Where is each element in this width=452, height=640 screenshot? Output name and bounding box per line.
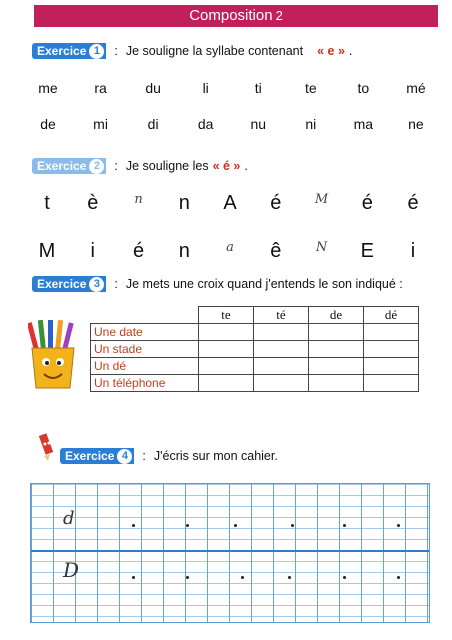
syllable[interactable]: to xyxy=(357,80,370,96)
syllable-row-2 xyxy=(22,116,442,132)
title-number: 2 xyxy=(275,8,283,23)
exercise-2-end: . xyxy=(244,159,248,173)
page-title xyxy=(34,5,438,27)
letter[interactable]: é xyxy=(132,240,145,262)
syllable[interactable]: ne xyxy=(408,116,424,132)
exercise-1-badge: Exercice 1 xyxy=(32,43,106,59)
exercise-3-header: Exercice 3 : Je mets une croix quand j'entends le son indiqué : xyxy=(32,276,403,292)
guide-dot xyxy=(186,576,189,579)
answer-cell[interactable] xyxy=(364,358,419,375)
row-label: Une date xyxy=(91,324,199,341)
exercise-4-header: Exercice 4 : J'écris sur mon cahier. xyxy=(60,448,278,464)
letter-row-1 xyxy=(30,192,430,215)
answer-cell[interactable] xyxy=(364,375,419,392)
exercise-2-target: « é » xyxy=(212,159,241,173)
exercise-4-badge: Exercice 4 xyxy=(60,448,134,464)
syllable[interactable]: ra xyxy=(94,80,107,96)
exercise-1-target: « e » xyxy=(317,44,345,58)
answer-cell[interactable] xyxy=(199,358,254,375)
answer-cell[interactable] xyxy=(254,375,309,392)
guide-dot xyxy=(288,576,291,579)
syllable[interactable]: da xyxy=(197,116,214,132)
guide-dot xyxy=(132,524,135,527)
guide-dot xyxy=(241,576,244,579)
table-row xyxy=(91,375,419,392)
exercise-2-badge: Exercice 2 xyxy=(32,158,106,174)
syllable[interactable]: du xyxy=(145,80,161,96)
exercise-3-instruction: Je mets une croix quand j'entends le son indiqué : xyxy=(125,277,403,291)
exercise-2-header: Exercice 2 : Je souligne les « é » . xyxy=(32,158,248,174)
answer-cell[interactable] xyxy=(254,358,309,375)
row-label: Un stade xyxy=(91,341,199,358)
syllable[interactable]: ti xyxy=(254,80,262,96)
table-row xyxy=(91,341,419,358)
syllable[interactable]: mé xyxy=(406,80,426,96)
letter[interactable]: n xyxy=(178,192,190,214)
model-letter-D: D xyxy=(63,558,80,582)
syllable[interactable]: me xyxy=(38,80,58,96)
exercise-2-instruction: Je souligne les xyxy=(125,159,209,173)
column-header: dé xyxy=(364,307,419,324)
guide-dot xyxy=(343,524,346,527)
letter[interactable]: n xyxy=(178,240,190,262)
exercise-1-end: . xyxy=(348,44,353,58)
guide-dot xyxy=(291,524,294,527)
exercise-1-instruction: Je souligne la syllabe contenant xyxy=(125,44,304,58)
answer-cell[interactable] xyxy=(199,324,254,341)
answer-cell[interactable] xyxy=(309,324,364,341)
letter[interactable]: M xyxy=(38,240,56,262)
syllable[interactable]: mi xyxy=(93,116,108,132)
answer-cell[interactable] xyxy=(254,324,309,341)
syllable[interactable]: di xyxy=(147,116,159,132)
letter-cursive[interactable]: n xyxy=(134,192,143,207)
letter[interactable]: i xyxy=(90,240,95,262)
answer-cell[interactable] xyxy=(309,358,364,375)
answer-cell[interactable] xyxy=(309,341,364,358)
guide-dot xyxy=(186,524,189,527)
handwriting-grid[interactable] xyxy=(30,483,430,623)
row-label: Un dé xyxy=(91,358,199,375)
pencil-cup-icon xyxy=(28,320,78,392)
letter[interactable]: è xyxy=(87,192,99,214)
column-header: té xyxy=(254,307,309,324)
syllable-row-1 xyxy=(22,80,442,96)
row-label: Un téléphone xyxy=(91,375,199,392)
syllable[interactable]: nu xyxy=(250,116,267,132)
answer-cell[interactable] xyxy=(364,324,419,341)
letter[interactable]: A xyxy=(223,192,237,214)
column-header: de xyxy=(309,307,364,324)
answer-cell[interactable] xyxy=(199,341,254,358)
syllable[interactable]: de xyxy=(40,116,56,132)
exercise-1-header: Exercice 1 : Je souligne la syllabe contenant « e » . xyxy=(32,43,352,59)
syllable[interactable]: te xyxy=(304,80,317,96)
table-row xyxy=(91,358,419,375)
syllable[interactable]: li xyxy=(202,80,209,96)
letter-row-2 xyxy=(30,240,430,263)
guide-dot xyxy=(132,576,135,579)
answer-cell[interactable] xyxy=(309,375,364,392)
syllable[interactable]: ma xyxy=(353,116,374,132)
letter[interactable]: é xyxy=(361,192,373,214)
guide-dot xyxy=(397,576,400,579)
letter-cursive[interactable]: M xyxy=(314,192,329,207)
table-row xyxy=(91,324,419,341)
letter[interactable]: E xyxy=(360,240,374,262)
sound-table xyxy=(90,306,419,392)
answer-cell[interactable] xyxy=(364,341,419,358)
exercise-3-badge: Exercice 3 xyxy=(32,276,106,292)
guide-dot xyxy=(397,524,400,527)
title-text: Composition xyxy=(189,7,273,24)
guide-dot xyxy=(343,576,346,579)
answer-cell[interactable] xyxy=(254,341,309,358)
letter[interactable]: ê xyxy=(270,240,282,262)
guide-dot xyxy=(234,524,237,527)
letter[interactable]: é xyxy=(407,192,419,214)
letter[interactable]: é xyxy=(270,192,282,214)
letter-cursive[interactable]: N xyxy=(315,240,328,255)
letter-cursive[interactable]: a xyxy=(226,240,234,255)
letter[interactable]: i xyxy=(410,240,416,262)
model-letter-d: d xyxy=(63,508,75,529)
letter[interactable]: t xyxy=(44,192,50,214)
pencil-icon xyxy=(36,432,56,462)
syllable[interactable]: ni xyxy=(305,116,317,132)
exercise-4-instruction: J'écris sur mon cahier. xyxy=(153,449,278,463)
column-header: te xyxy=(199,307,254,324)
answer-cell[interactable] xyxy=(199,375,254,392)
